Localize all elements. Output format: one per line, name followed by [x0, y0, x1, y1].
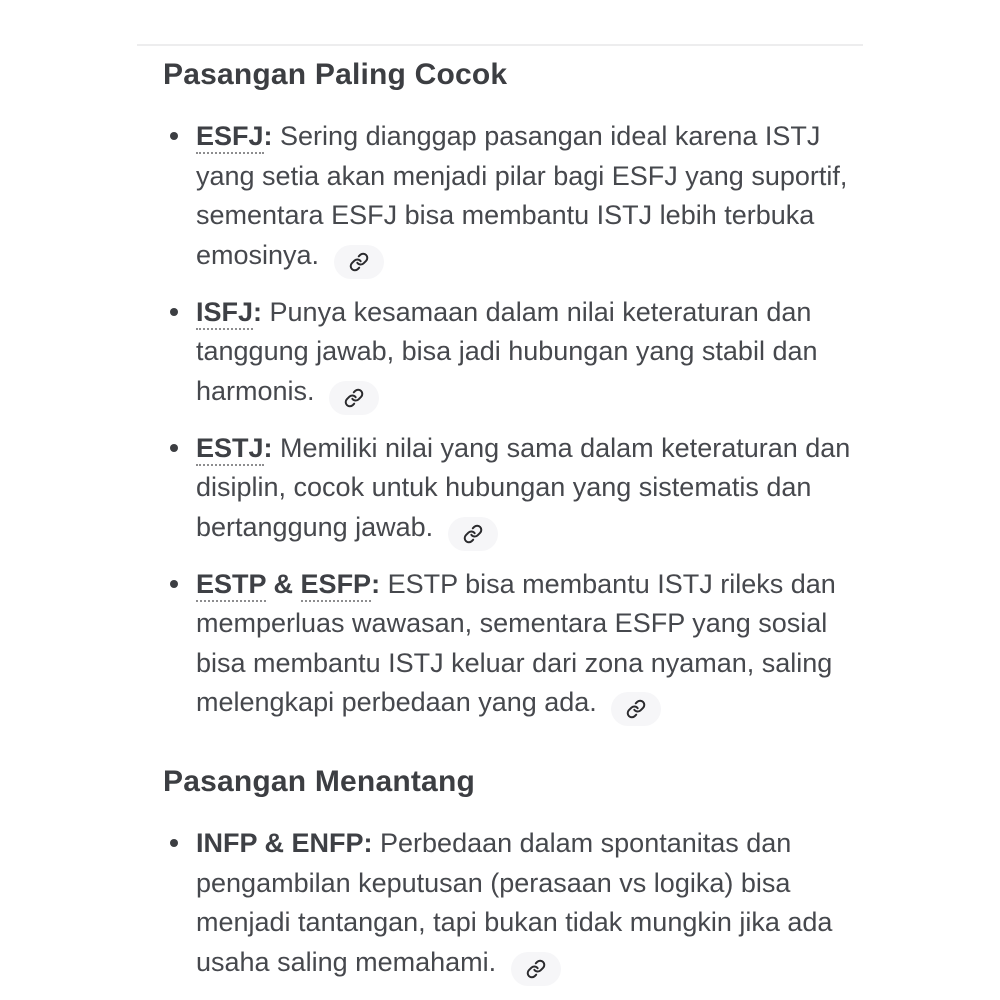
link-icon	[626, 699, 646, 719]
item-description: ESTP bisa membantu ISTJ rileks dan memperluas wawasan, sementara ESFP yang sosial bisa membantu ISTJ keluar dari zona nyaman, saling melengkapi perbedaan yang ada.	[196, 568, 836, 717]
personality-type-link[interactable]: ISFJ	[196, 297, 253, 330]
personality-type-text: :	[263, 121, 273, 151]
list-item	[163, 565, 863, 727]
personality-type-term	[196, 433, 273, 466]
item-description: Punya kesamaan dalam nilai keteraturan dan tanggung jawab, bisa jadi hubungan yang stabil dan harmonis.	[196, 296, 818, 406]
personality-type-text: :	[263, 432, 273, 463]
personality-type-text: :	[253, 296, 263, 327]
item-description: Memiliki nilai yang sama dalam keteraturan dan disiplin, cocok untuk hubungan yang sistematis dan bertanggung jawab.	[196, 432, 851, 542]
compatible-partners-list	[163, 117, 863, 726]
link-icon	[526, 959, 546, 979]
item-description: Sering dianggap pasangan ideal karena ISTJ yang setia akan menjadi pilar bagi ESFJ yang suportif, sementara ESFJ bisa membantu ISTJ lebih terbuka emosinya.	[196, 121, 848, 270]
challenging-partners-list	[163, 824, 863, 986]
citation-link-button[interactable]	[611, 692, 661, 726]
personality-type-text: &	[266, 568, 301, 599]
link-icon	[463, 524, 483, 544]
list-item	[163, 824, 863, 986]
personality-type-term	[196, 569, 380, 602]
citation-link-button[interactable]	[448, 517, 498, 551]
section-title-pasangan-menantang: Pasangan Menantang	[163, 765, 475, 798]
link-icon	[349, 252, 369, 272]
citation-link-button[interactable]	[511, 952, 561, 986]
list-item	[163, 117, 863, 279]
answer-content	[163, 0, 863, 1000]
personality-type-link[interactable]: ESFP	[301, 569, 372, 602]
list-item	[163, 293, 863, 415]
personality-type-link[interactable]: ESTP	[196, 569, 266, 602]
personality-type-term	[196, 297, 262, 330]
personality-type-text: :	[371, 568, 381, 599]
personality-type-term	[196, 828, 373, 858]
personality-type-text: INFP & ENFP:	[196, 828, 373, 858]
personality-type-term	[196, 121, 273, 154]
personality-type-link[interactable]: ESTJ	[196, 433, 264, 466]
link-icon	[344, 388, 364, 408]
personality-type-link[interactable]: ESFJ	[196, 121, 264, 154]
citation-link-button[interactable]	[334, 245, 384, 279]
item-description: Perbedaan dalam spontanitas dan pengambilan keputusan (perasaan vs logika) bisa menjadi tantangan, tapi bukan tidak mungkin jika ada usaha saling memahami.	[196, 828, 833, 977]
citation-link-button[interactable]	[329, 381, 379, 415]
section-title-pasangan-paling-cocok: Pasangan Paling Cocok	[163, 58, 508, 91]
list-item	[163, 429, 863, 551]
